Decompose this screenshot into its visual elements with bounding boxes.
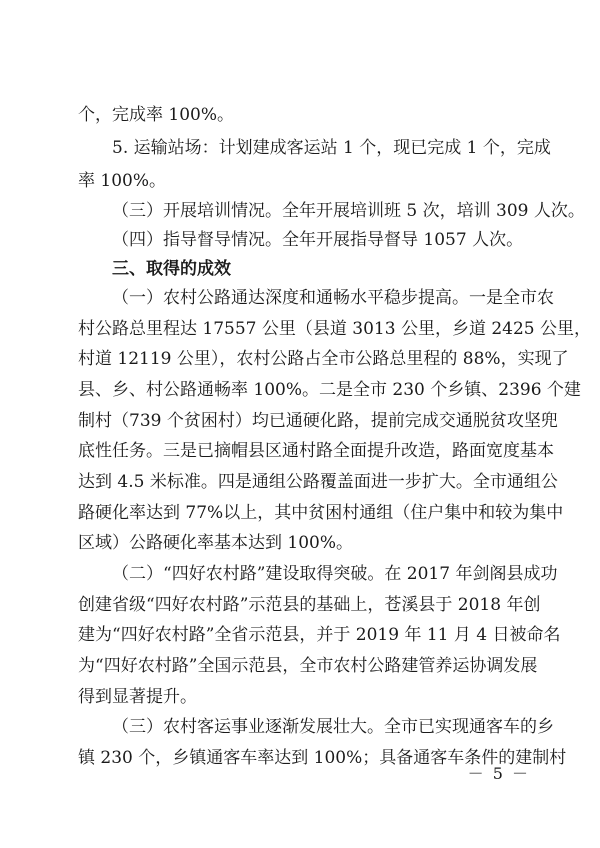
paragraph-line: 个，完成率 100%。	[78, 105, 235, 125]
paragraph-line: 县、乡、村公路通畅率 100%。二是全市 230 个乡镇、2396 个建	[78, 380, 581, 400]
paragraph-line: 制村（739 个贫困村）均已通硬化路，提前完成交通脱贫攻坚兜	[78, 411, 558, 431]
paragraph-line: 村公路总里程达 17557 公里（县道 3013 公里，乡道 2425 公里，	[78, 319, 592, 339]
paragraph-line: 为“四好农村路”全国示范县，全市农村公路建管养运协调发展	[78, 656, 538, 676]
page-number: － 5 －	[467, 764, 530, 783]
paragraph-line: 创建省级“四好农村路”示范县的基础上，苍溪县于 2018 年创	[78, 595, 541, 615]
paragraph-line: （二）“四好农村路”建设取得突破。在 2017 年剑阁县成功	[112, 564, 558, 584]
paragraph-line: 率 100%。	[78, 171, 167, 191]
paragraph-line: 底性任务。三是已摘帽县区通村路全面提升改造，路面宽度基本	[78, 441, 554, 461]
paragraph-line: 5. 运输站场：计划建成客运站 1 个，现已完成 1 个，完成	[112, 138, 551, 158]
paragraph-line: 村道 12119 公里），农村公路占全市公路总里程的 88%，实现了	[78, 349, 569, 369]
paragraph-line: （三）农村客运事业逐渐发展壮大。全市已实现通客车的乡	[112, 717, 554, 737]
paragraph-line: 达到 4.5 米标准。四是通组公路覆盖面进一步扩大。全市通组公	[78, 472, 558, 492]
section-line-training: （三）开展培训情况。全年开展培训班 5 次，培训 309 人次。	[112, 201, 585, 221]
paragraph-line: 得到显著提升。	[78, 687, 197, 707]
section-line-supervision: （四）指导督导情况。全年开展指导督导 1057 人次。	[112, 230, 524, 250]
paragraph-line: （一）农村公路通达深度和通畅水平稳步提高。一是全市农	[112, 288, 554, 308]
paragraph-line: 区域）公路硬化率基本达到 100%。	[78, 533, 354, 553]
paragraph-line: 镇 230 个，乡镇通客车率达到 100%；具备通客车条件的建制村	[78, 748, 567, 768]
paragraph-line: 建为“四好农村路”全省示范县，并于 2019 年 11 月 4 日被命名	[78, 625, 561, 645]
section-heading: 三、取得的成效	[112, 259, 231, 279]
paragraph-line: 路硬化率达到 77%以上，其中贫困村通组（住户集中和较为集中	[78, 503, 564, 523]
